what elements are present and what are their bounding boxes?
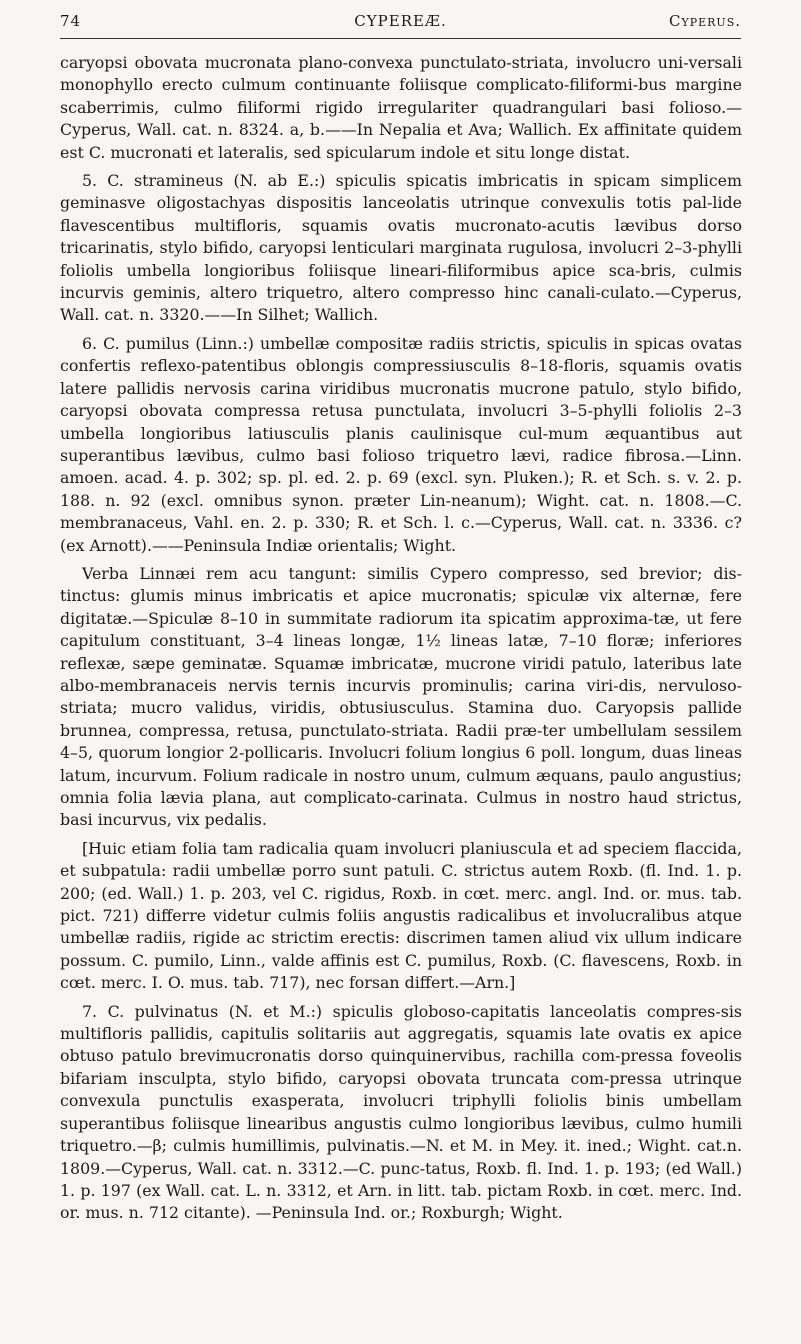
page-number: 74: [60, 12, 82, 30]
paragraph-note-arnott: [Huic etiam folia tam radicalia quam involucri planiuscula et ad speciem flaccida, et subpatula: radii umbellæ porro sunt patuli. C. strictus autem Roxb. (fl. Ind. 1. p. 200; (ed. Wall.) 1. p. 203, vel C. rigidus, Roxb. in cœt. merc. angl. Ind. or. mus. tab. pict. 721) differre videtur culmis foliis angustis radicalibus et involucralibus atque umbellæ radiis, rigide ac strictim erectis: discrimen tamen aliud vix ullum indicare possum. C. pumilo, Linn., valde affinis est C. pumilus, Roxb. (C. flavescens, Roxb. in cœt. merc. I. O. mus. tab. 717), nec forsan differt.—Arn.]: [60, 838, 742, 993]
paragraph-species-6: 6. C. pumilus (Linn.:) umbellæ compositæ radiis strictis, spiculis in spicas ovatas confertis reflexo-patentibus oblongis compressiusculis 8–18-floris, squamis ovatis latere pallidis nervosis carina viridibus mucronatis mucrone patulo, stylo bifido, caryopsi obovata compressa retusa punctulata, involucri 3–5-phylli foliolis 2–3 umbella longioribus latiusculis planis caulinisque cul-mum æquantibus aut superantibus lævibus, culmo basi folioso triquetro lævi, radice fibrosa.—Linn. amoen. acad. 4. p. 302; sp. pl. ed. 2. p. 69 (excl. syn. Pluken.); R. et Sch. s. v. 2. p. 188. n. 92 (excl. omnibus synon. præter Lin-neanum); Wight. cat. n. 1808.—C. membranaceus, Vahl. en. 2. p. 330; R. et Sch. l. c.—Cyperus, Wall. cat. n. 3336. c? (ex Arnott).——Peninsula Indiæ orientalis; Wight.: [60, 333, 742, 555]
running-head: [60, 12, 741, 34]
section-title: CYPEREÆ.: [354, 12, 447, 30]
genus-title: Cyperus.: [668, 12, 741, 30]
paragraph-discussion: Verba Linnæi rem acu tangunt: similis Cypero compresso, sed brevior; dis-tinctus: glumis minus imbricatis et apice mucronatis; spiculæ vix alternæ, fere digitatæ.—Spiculæ 8–10 in summitate radiorum ita spicatim approxima-tæ, ut fere capitulum constituant, 3–4 lineas longæ, 1½ lineas latæ, 7–10 floræ; inferiores reflexæ, sæpe geminatæ. Squamæ imbricatæ, mucrone viridi patulo, lateribus late albo-membranaceis nervis ternis incurvis prominulis; carina viri-dis, nervuloso-striata; mucro validus, viridis, obtusiusculus. Stamina duo. Caryopsis pallide brunnea, compressa, retusa, punctulato-striata. Radii præ-ter umbellulam sessilem 4–5, quorum longior 2-pollicaris. Involucri folium longius 6 poll. longum, duas lineas latum, incurvum. Folium radicale in nostro unum, culmum æquans, paulo angustius; omnia folia lævia plana, aut complicato-carinata. Culmus in nostro haud strictus, basi incurvus, vix pedalis.: [60, 563, 742, 830]
body-text: [60, 52, 742, 1231]
paragraph-continuation: caryopsi obovata mucronata plano-convexa punctulato-striata, involucro uni-versali monophyllo erecto culmum continuante foliisque complicato-filiformi-bus margine scaberrimis, culmo filiformi rigido irregulariter quadrangulari basi folioso.—Cyperus, Wall. cat. n. 8324. a, b.——In Nepalia et Ava; Wallich. Ex affinitate quidem est C. mucronati et lateralis, sed spicularum indole et situ longe distat.: [60, 53, 742, 162]
header-rule: [60, 38, 741, 39]
paragraph-species-5: 5. C. stramineus (N. ab E.:) spiculis spicatis imbricatis in spicam simplicem geminasve oligostachyas dispositis lanceolatis utrinque convexulis totis pal-lide flavescentibus multifloris, squamis ovatis mucronato-acutis lævibus dorso tricarinatis, stylo bifido, caryopsi lenticulari marginata rugulosa, involucri 2–3-phylli foliolis umbella longioribus foliisque lineari-filiformibus apice sca-bris, culmis incurvis geminis, altero triquetro, altero compresso hinc canali-culato.—Cyperus, Wall. cat. n. 3320.——In Silhet; Wallich.: [60, 171, 742, 325]
paragraph-species-7: 7. C. pulvinatus (N. et M.:) spiculis globoso-capitatis lanceolatis compres-sis multifloris pallidis, capitulis solitariis aut aggregatis, squamis late ovatis ex apice obtuso patulo brevimucronatis dorso quinquinervibus, rachilla com-pressa foveolis bifariam insculpta, stylo bifido, caryopsi obovata truncata com-pressa utrinque convexula punctulis exasperata, involucri triphylli foliolis binis umbellam superantibus foliisque linearibus angustis culmo longioribus lævibus, culmo humili triquetro.—β; culmis humillimis, pulvinatis.—N. et M. in Mey. it. ined.; Wight. cat.n. 1809.—Cyperus, Wall. cat. n. 3312.—C. punc-tatus, Roxb. fl. Ind. 1. p. 193; (ed Wall.) 1. p. 197 (ex Wall. cat. L. n. 3312, et Arn. in litt. tab. pictam Roxb. in cœt. merc. Ind. or. mus. n. 712 citante). —Peninsula Ind. or.; Roxburgh; Wight.: [60, 1001, 742, 1223]
